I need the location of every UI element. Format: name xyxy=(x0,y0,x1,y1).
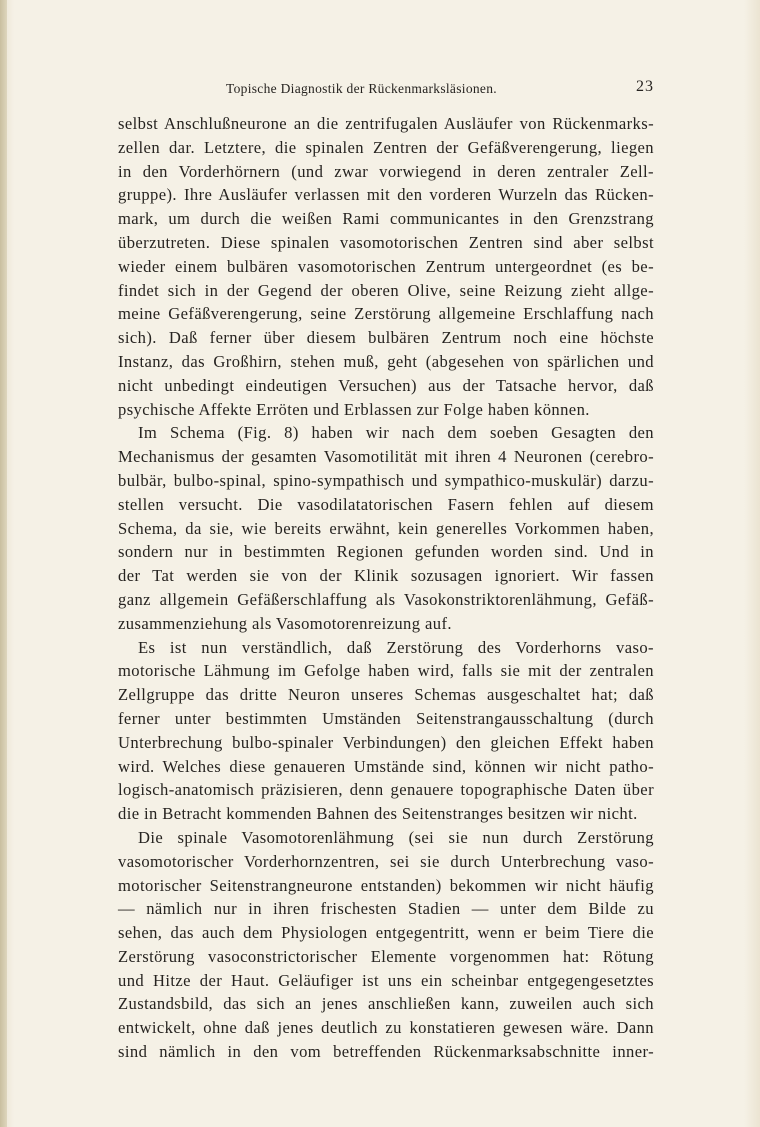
text-line: psychische Affekte Erröten und Erblassen zur Folge haben können. xyxy=(118,399,590,419)
text-line: sich). Daß ferner über diesem bulbären Zentrum noch eine höchste xyxy=(118,328,654,348)
text-line: zusammenziehung als Vasomotorenreizung auf. xyxy=(118,613,452,633)
text-line: Zellgruppe das dritte Neuron unseres Schemas ausgeschaltet hat; daß xyxy=(118,685,654,705)
text-line: meine Gefäßverengerung, seine Zerstörung allgemeine Erschlaffung nach xyxy=(118,304,654,324)
text-line: bulbär, bulbo-spinal, spino-sympathisch und sympathico-muskulär) darzu- xyxy=(118,470,654,490)
text-line: zellen dar. Letztere, die spinalen Zentren der Gefäßverengerung, liegen xyxy=(118,137,654,157)
text-line: Es ist nun verständlich, daß Zerstörung des Vorderhorns vaso- xyxy=(138,637,654,657)
text-line: Zerstörung vasoconstrictorischer Elemente vorgenommen hat: Rötung xyxy=(118,946,654,966)
text-line: und Hitze der Haut. Geläufiger ist uns ein scheinbar entgegengesetztes xyxy=(118,970,654,990)
text-line: die in Betracht kommenden Bahnen des Seitenstranges besitzen wir nicht. xyxy=(118,804,638,824)
text-line: Instanz, das Großhirn, stehen muß, geht (abgesehen von spärlichen und xyxy=(118,351,654,371)
text-line: Schema, da sie, wie bereits erwähnt, kein generelles Vorkommen haben, xyxy=(118,518,654,538)
text-line: sind nämlich in den vom betreffenden Rückenmarksabschnitte inner- xyxy=(118,1042,654,1062)
text-line: gruppe). Ihre Ausläufer verlassen mit den vorderen Wurzeln das Rücken- xyxy=(118,185,654,205)
text-line: entwickelt, ohne daß jenes deutlich zu konstatieren gewesen wäre. Dann xyxy=(118,1018,654,1038)
text-line: der Tat werden sie von der Klinik sozusagen ignoriert. Wir fassen xyxy=(118,566,654,586)
text-line: Mechanismus der gesamten Vasomotilität mit ihren 4 Neuronen (cerebro- xyxy=(118,447,654,467)
text-line: ferner unter bestimmten Umständen Seitenstrangausschaltung (durch xyxy=(118,708,654,728)
text-line: überzutreten. Diese spinalen vasomotorischen Zentren sind aber selbst xyxy=(118,232,654,252)
text-line: Zustandsbild, das sich an jenes anschließen kann, zuweilen auch sich xyxy=(118,994,654,1014)
text-line: wird. Welches diese genaueren Umstände sind, können wir nicht patho- xyxy=(118,756,654,776)
text-line: ganz allgemein Gefäßerschlaffung als Vasokonstriktorenlähmung, Gefäß- xyxy=(118,589,654,609)
text-line: in den Vorderhörnern (und zwar vorwiegend in deren zentraler Zell- xyxy=(118,161,654,181)
running-title: Topische Diagnostik der Rückenmarksläsionen. xyxy=(226,81,497,96)
text-line: vasomotorischer Vorderhornzentren, sei sie durch Unterbrechung vaso- xyxy=(118,851,654,871)
body-text xyxy=(118,112,654,1064)
page-number: 23 xyxy=(636,78,654,95)
text-line: sehen, das auch dem Physiologen entgegentritt, wenn er beim Tiere die xyxy=(118,923,654,943)
text-line: motorischer Seitenstrangneurone entstanden) bekommen wir nicht häufig xyxy=(118,875,654,895)
page-header xyxy=(118,79,654,99)
text-line: mark, um durch die weißen Rami communicantes in den Grenzstrang xyxy=(118,209,654,229)
text-line: stellen versucht. Die vasodilatatorischen Fasern fehlen auf diesem xyxy=(118,494,654,514)
text-line: Die spinale Vasomotorenlähmung (sei sie nun durch Zerstörung xyxy=(138,827,654,847)
text-line: selbst Anschlußneurone an die zentrifugalen Ausläufer von Rückenmarks- xyxy=(118,114,654,133)
text-line: Unterbrechung bulbo-spinaler Verbindungen) den gleichen Effekt haben xyxy=(118,732,654,752)
text-line: Im Schema (Fig. 8) haben wir nach dem soeben Gesagten den xyxy=(138,423,654,443)
text-line: wieder einem bulbären vasomotorischen Zentrum untergeordnet (es be- xyxy=(118,256,654,276)
text-line: motorische Lähmung im Gefolge haben wird, falls sie mit der zentralen xyxy=(118,661,654,681)
text-line: sondern nur in bestimmten Regionen gefunden worden sind. Und in xyxy=(118,542,654,562)
text-line: nicht unbedingt eindeutigen Versuchen) aus der Tatsache hervor, daß xyxy=(118,375,654,395)
text-line: logisch-anatomisch präzisieren, denn genauere topographische Daten über xyxy=(118,780,654,800)
page-spine-shadow xyxy=(0,0,7,1127)
text-line: — nämlich nur in ihren frischesten Stadien — unter dem Bilde zu xyxy=(118,899,654,919)
text-line: findet sich in der Gegend der oberen Olive, seine Reizung zieht allge- xyxy=(118,280,654,300)
